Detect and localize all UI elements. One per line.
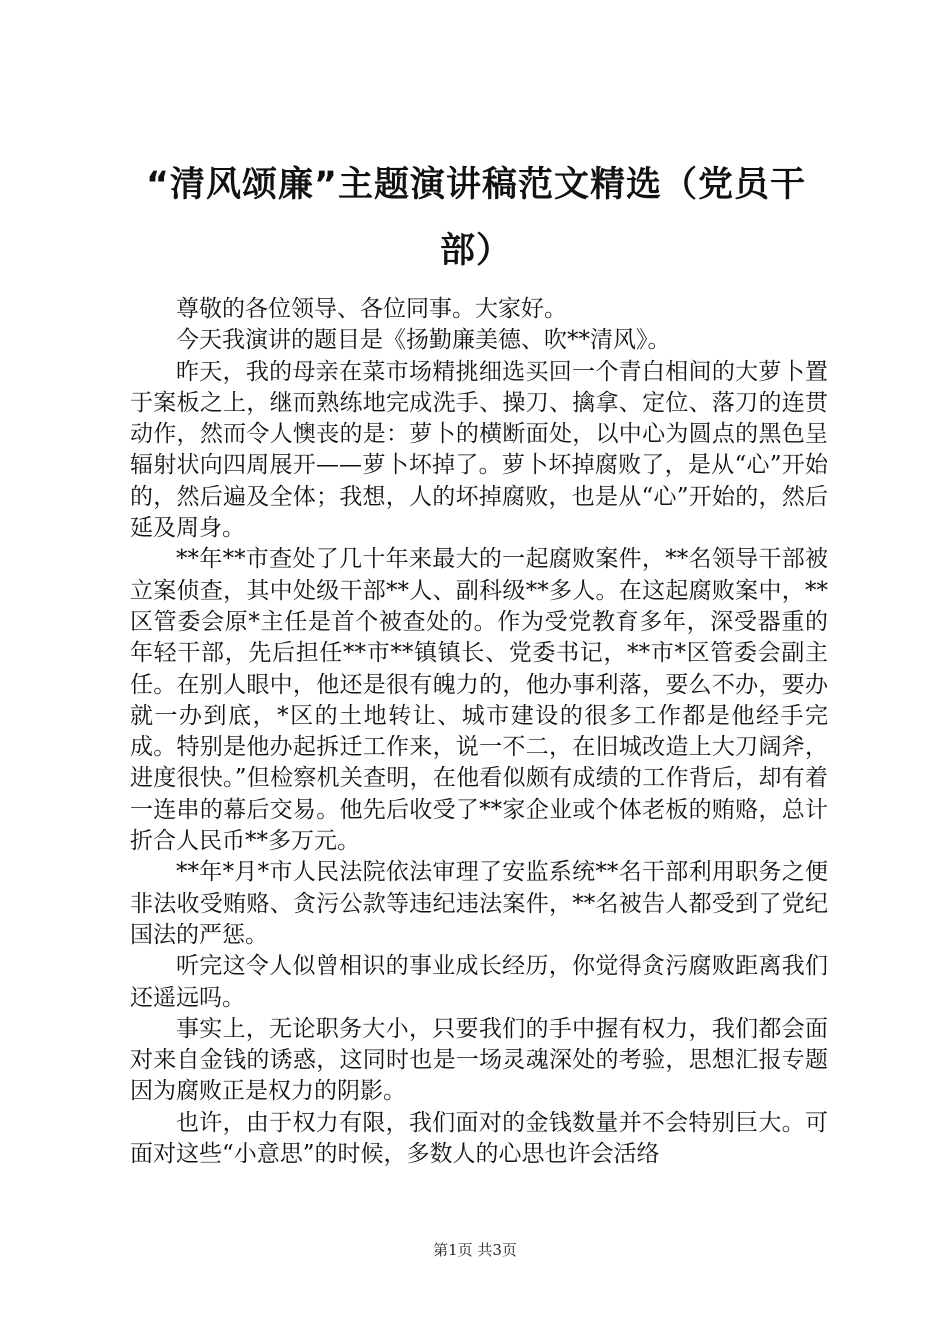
paragraph: 听完这令人似曾相识的事业成长经历，你觉得贪污腐败距离我们还遥远吗。: [130, 953, 828, 1011]
paragraph: 尊敬的各位领导、各位同事。大家好。: [176, 296, 567, 322]
paragraph: **年*月*市人民法院依法审理了安监系统**名干部利用职务之便非法收受贿赂、贪污公款等违纪违法案件，**名被告人都受到了党纪国法的严惩。: [130, 859, 828, 948]
document-body: [130, 294, 828, 1170]
paragraph: 也许，由于权力有限，我们面对的金钱数量并不会特别巨大。可面对这些“小意思”的时候，多数人的心思也许会活络: [130, 1109, 828, 1168]
page-number-footer: 第1页 共3页: [433, 1241, 517, 1259]
paragraph: 昨天，我的母亲在菜市场精挑细选买回一个青白相间的大萝卜置于案板之上，继而熟练地完成洗手、操刀、擒拿、定位、落刀的连贯动作，然而令人懊丧的是：萝卜的横断面处，以中心为圆点的黑色呈辐射状向四周展开——萝卜坏掉了。萝卜坏掉腐败了，是从“心”开始的，然后遍及全体；我想，人的坏掉腐败，也是从“心”开始的，然后延及周身。: [130, 358, 828, 542]
document-title: “清风颂廉”主题演讲稿范文精选（党员干部）: [145, 165, 806, 271]
paragraph: 今天我演讲的题目是《扬勤廉美德、吹**清风》。: [176, 327, 671, 354]
paragraph: **年**市查处了几十年来最大的一起腐败案件，**名领导干部被立案侦查，其中处级干部**人、副科级**多人。在这起腐败案中，**区管委会原*主任是首个被查处的。作为受党教育多年，深受器重的年轻干部，先后担任**市**镇镇长、党委书记，**市*区管委会副主任。在别人眼中，他还是很有魄力的，他办事利落，要么不办，要办就一办到底，*区的土地转让、城市建设的很多工作都是他经手完成。特别是他办起拆迁工作来，说一不二，在旧城改造上大刀阔斧，进度很快。”但检察机关查明，在他看似颇有成绩的工作背后，却有着一连串的幕后交易。他先后收受了**家企业或个体老板的贿赂，总计折合人民币**多万元。: [130, 546, 829, 855]
paragraph: 事实上，无论职务大小，只要我们的手中握有权力，我们都会面对来自金钱的诱惑，这同时也是一场灵魂深处的考验，思想汇报专题因为腐败正是权力的阴影。: [130, 1015, 828, 1105]
